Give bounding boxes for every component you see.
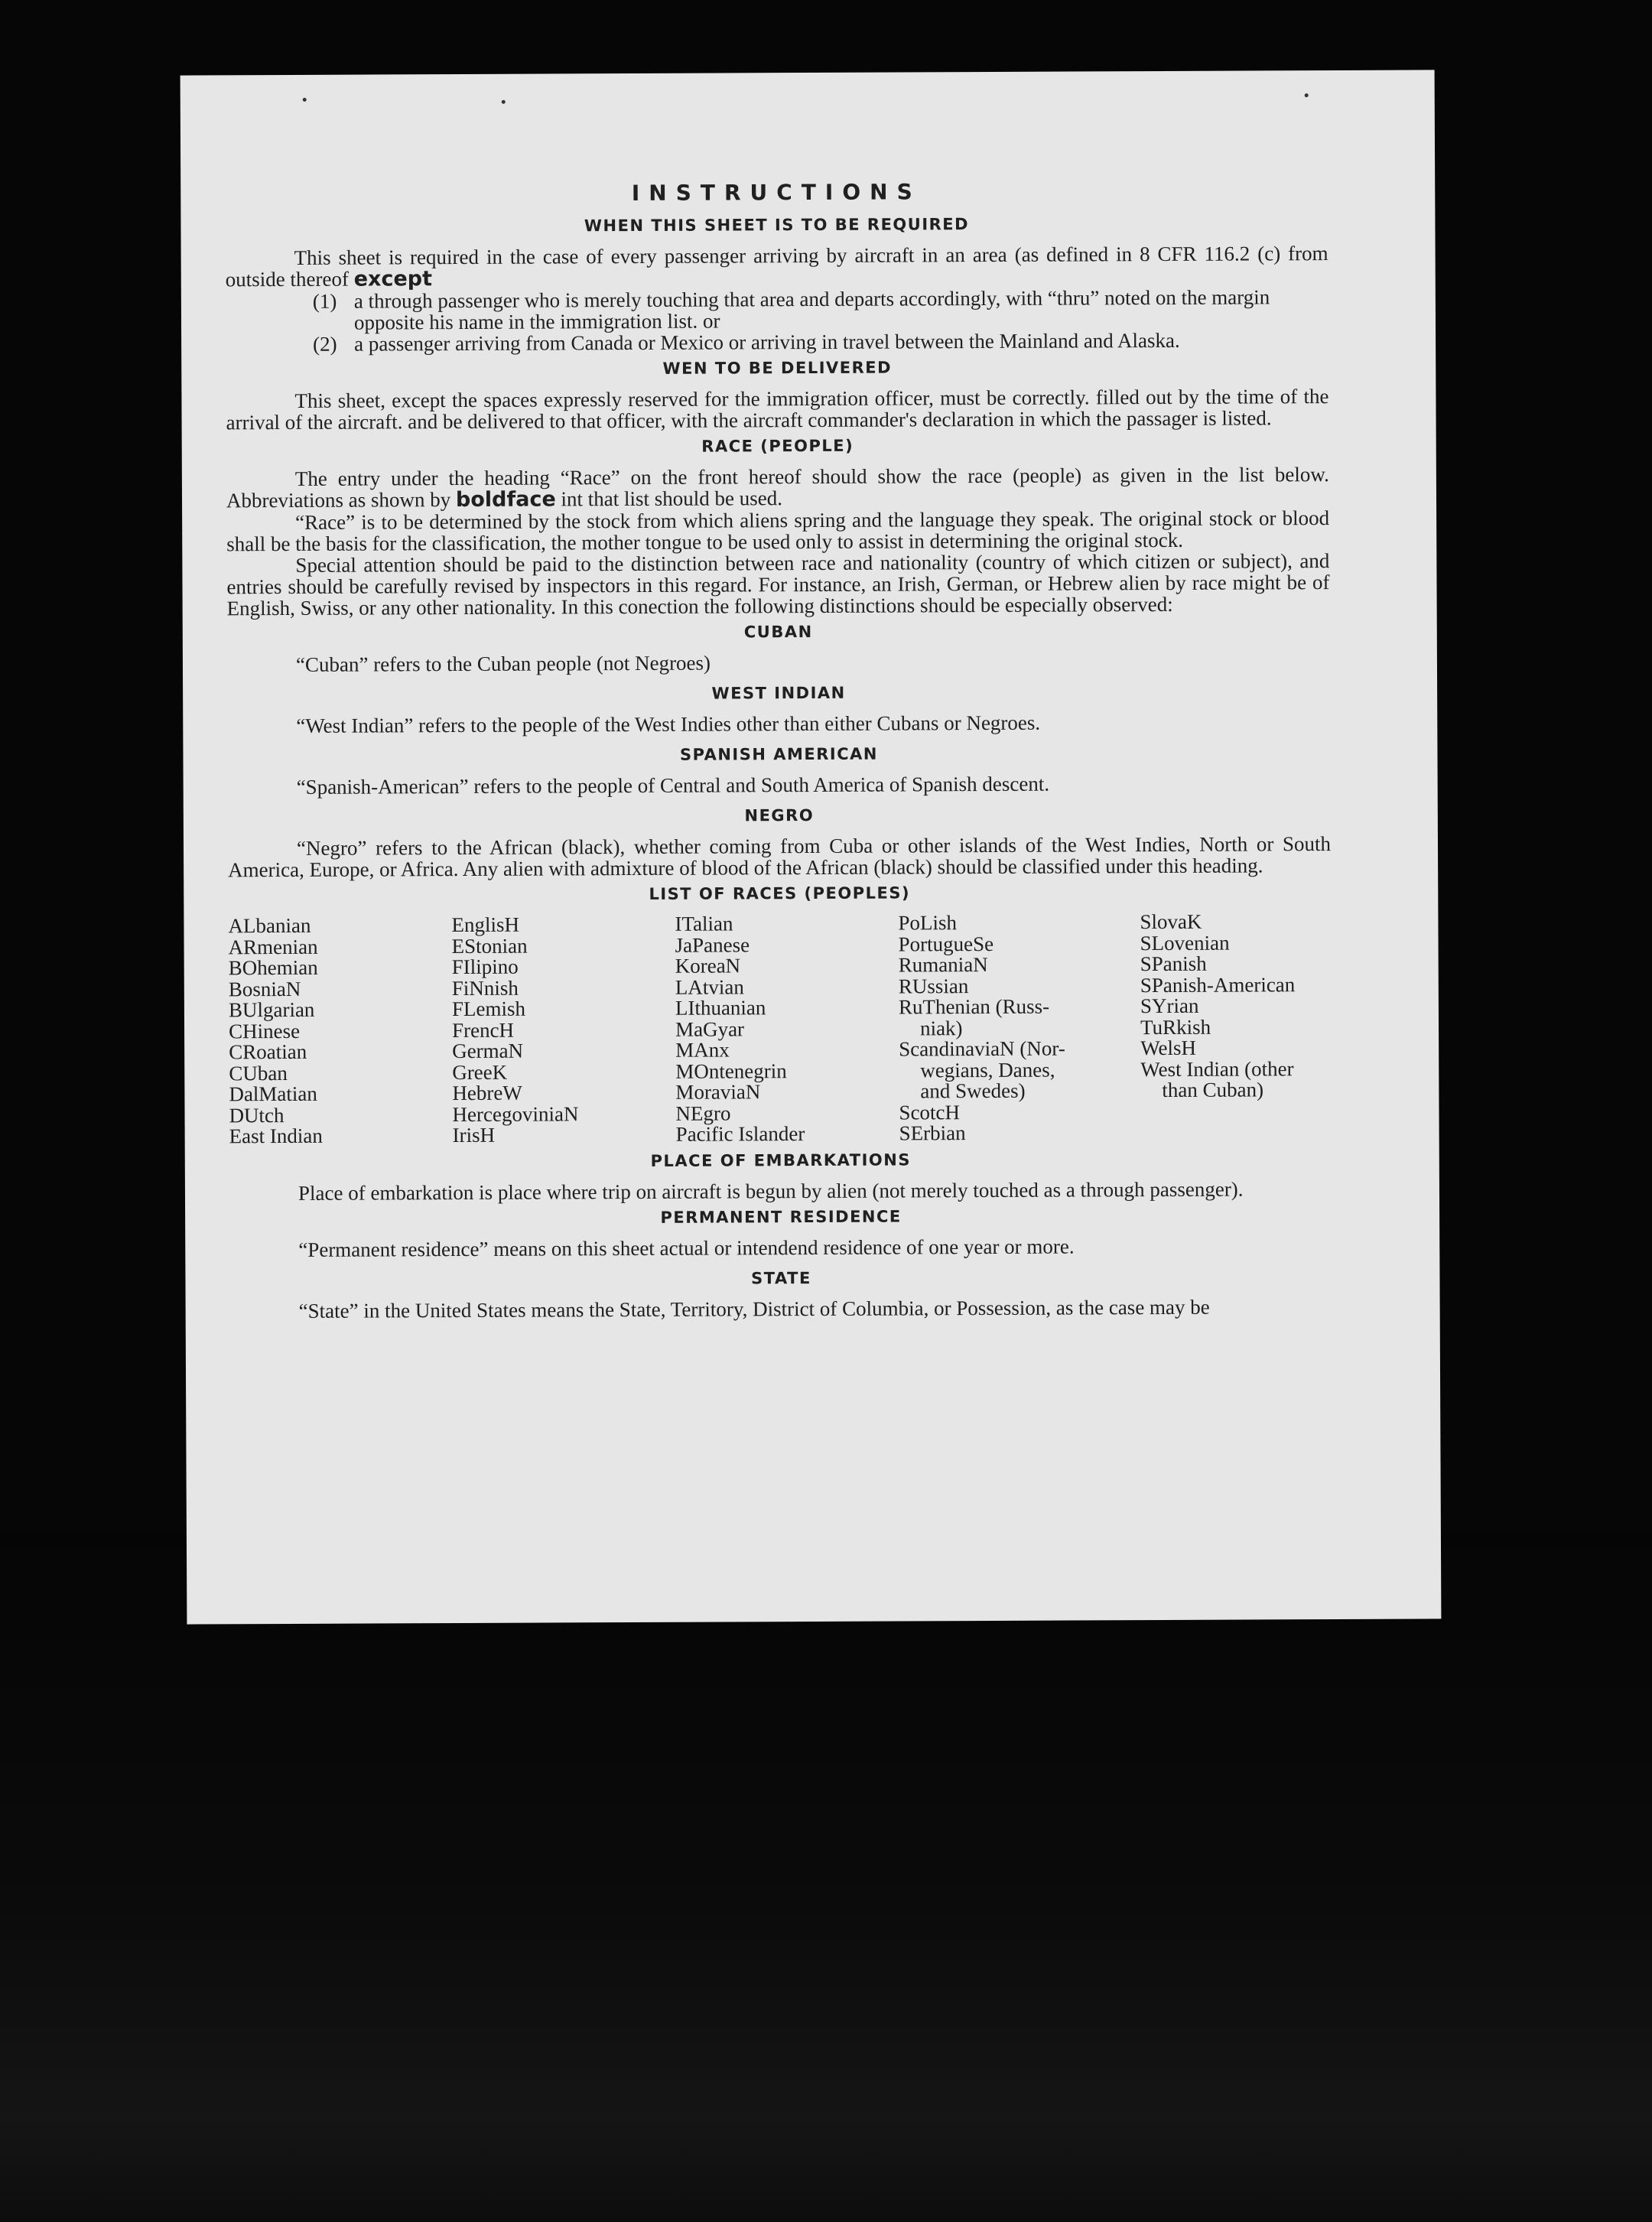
section-heading-races: LIST OF RACES (PEOPLES) (649, 883, 911, 903)
section-heading-required: WHEN THIS SHEET IS TO BE REQUIRED (584, 215, 970, 236)
race-entry: ScandinaviaN (Nor- (899, 1036, 1065, 1061)
section-heading-embarkation: PLACE OF EMBARKATIONS (650, 1150, 912, 1170)
section-heading-west-indian: WEST INDIAN (711, 683, 846, 703)
section-heading-race: RACE (PEOPLE) (701, 436, 854, 456)
race-entry: West Indian (other (1140, 1056, 1294, 1081)
section-heading-residence: PERMANENT RESIDENCE (660, 1206, 902, 1227)
cuban-text: “Cuban” refers to the Cuban people (not Negroes) (295, 651, 711, 676)
races-column-1 (228, 915, 452, 1147)
scan-background (0, 1534, 1652, 2222)
residence-text: “Permanent residence” means on this sheet actual or intendend residence of one year or more. (298, 1235, 1075, 1261)
negro-text: “Negro” refers to the African (black), whether coming from Cuba or other islands of the West Indies, North or South America, Europe, or Africa. Any alien with admixture of blood of the African (black) should be classified under this heading. (228, 832, 1332, 882)
race-p1-before: The entry under the heading “Race” on the front hereof should show the race (people) as given in the list below. Abbreviations as shown by (226, 463, 1329, 512)
race-entry: GreeK (452, 1060, 508, 1084)
race-entry: LAtvian (675, 974, 744, 999)
except-word: except (353, 267, 433, 291)
item-number: (2) (313, 332, 337, 356)
boldface-word: boldface (455, 487, 556, 512)
race-entry: DUtch (229, 1103, 285, 1127)
race-entry: RumaniaN (898, 952, 988, 977)
race-entry: RuThenian (Russ- (898, 994, 1050, 1019)
spanish-american-text: “Spanish-American” refers to the people of Central and South America of Spanish descent. (296, 772, 1050, 799)
race-entry: SLovenian (1140, 931, 1230, 955)
races-column-4 (898, 912, 1140, 1144)
page-title: INSTRUCTIONS (631, 179, 922, 207)
speck (502, 100, 506, 104)
state-text: “State” in the United States means the State, Territory, District of Columbia, or Possession, as the case may be (298, 1295, 1210, 1322)
required-item-2 (226, 329, 1328, 355)
race-entry: RUssian (898, 974, 969, 998)
races-column-3 (675, 913, 899, 1146)
race-entry: NEgro (675, 1101, 731, 1125)
race-entry: ScotcH (899, 1100, 961, 1124)
race-entry: MOntenegrin (675, 1059, 787, 1083)
speck (1305, 93, 1309, 97)
race-entry: BosniaN (228, 977, 301, 1000)
race-entry: HercegoviniaN (452, 1101, 579, 1126)
race-entry: IrisH (452, 1123, 496, 1147)
race-entry: FrencH (451, 1018, 515, 1042)
section-heading-state: STATE (751, 1268, 811, 1287)
race-entry: and Swedes) (920, 1078, 1026, 1103)
required-intro (226, 242, 1328, 291)
race-p1-after: int that list should be used. (561, 486, 783, 511)
races-column-2 (451, 914, 675, 1147)
race-entry: EnglisH (451, 913, 520, 937)
section-heading-cuban: CUBAN (743, 622, 813, 642)
race-entry: SPanish (1140, 952, 1207, 976)
race-entry: CRoatian (229, 1039, 307, 1064)
item-text: a through passenger who is merely touching that area and departs accordingly, with “thru” noted on the margin opposite his name in the immigration list. or (353, 285, 1270, 334)
delivered-text: This sheet, except the spaces expressly reserved for the immigration officer, must be correctly. filled out by the time of the arrival of the aircraft. and be delivered to that officer, with the aircraft commander's declaration in which the passager is listed. (226, 385, 1329, 434)
race-entry: JaPanese (675, 932, 750, 957)
section-heading-negro: NEGRO (744, 805, 815, 825)
required-item-1 (226, 286, 1328, 333)
race-entry: HebreW (452, 1081, 522, 1105)
race-entry: WelsH (1140, 1036, 1197, 1060)
race-entry: TuRkish (1140, 1015, 1211, 1039)
race-entry: FLemish (451, 997, 525, 1021)
race-entry: East Indian (229, 1124, 323, 1148)
item-number: (1) (312, 289, 337, 313)
race-paragraph-2: “Race” is to be determined by the stock from which aliens spring and the language they speak. The original stock or blood shall be the basis for the classification, the mother tongue to be used only to assist in determining the original stock. (226, 506, 1330, 556)
race-entry: CHinese (228, 1019, 301, 1043)
race-entry: FiNnish (451, 976, 519, 1000)
race-entry: GermaN (452, 1039, 524, 1063)
race-entry: MoraviaN (675, 1080, 761, 1104)
race-entry: KoreaN (675, 954, 741, 978)
race-entry: PoLish (898, 911, 958, 935)
west-indian-text: “West Indian” refers to the people of the West Indies other than either Cubans or Negroes. (296, 711, 1041, 737)
race-entry: SErbian (899, 1121, 966, 1145)
race-paragraph-3: Special attention should be paid to the distinction between race and nationality (country of which citizen or subject), and entries should be carefully revised by inspectors in this regard. For instance, an Irish, German, or Hebrew alien by race might be of English, Swiss, or any other nationality. In this conection the following distinctions should be especially observed: (226, 549, 1330, 620)
race-entry: MAnx (675, 1038, 730, 1062)
speck (303, 98, 307, 102)
required-intro-text: This sheet is required in the case of every passenger arriving by aircraft in an area (as defined in 8 CFR 116.2 (c) from outside thereof (225, 242, 1328, 291)
race-entry: niak) (919, 1016, 963, 1039)
race-entry: wegians, Danes, (920, 1058, 1055, 1082)
item-text: a passenger arriving from Canada or Mexico or arriving in travel between the Mainland and Alaska. (354, 328, 1180, 356)
race-entry: ARmenian (228, 935, 318, 958)
race-entry: Pacific Islander (675, 1122, 805, 1146)
embarkation-text: Place of embarkation is place where trip on aircraft is begun by alien (not merely touched as a through passenger). (298, 1177, 1244, 1205)
instruction-sheet (180, 70, 1442, 1624)
race-entry: FIlipino (451, 955, 519, 979)
race-entry: SlovaK (1140, 909, 1202, 934)
race-paragraph-1 (226, 464, 1329, 512)
race-entry: DalMatian (229, 1082, 317, 1106)
race-entry: ALbanian (228, 913, 311, 938)
section-heading-spanish-american: SPANISH AMERICAN (679, 744, 879, 764)
races-list (228, 911, 1332, 1147)
race-entry: EStonian (451, 934, 528, 958)
race-entry: CUban (229, 1061, 288, 1085)
race-entry: PortugueSe (898, 932, 994, 956)
race-entry: MaGyar (675, 1017, 745, 1041)
race-entry: BOhemian (228, 955, 318, 980)
race-entry: ITalian (675, 912, 733, 935)
race-entry: than Cuban) (1162, 1078, 1264, 1101)
race-entry: LIthuanian (675, 996, 766, 1020)
races-column-5 (1140, 911, 1296, 1143)
race-entry: BUlgarian (228, 997, 315, 1022)
race-entry: SPanish-American (1140, 972, 1296, 997)
race-entry: SYrian (1140, 994, 1199, 1018)
section-heading-delivered: WEN TO BE DELIVERED (662, 358, 893, 378)
